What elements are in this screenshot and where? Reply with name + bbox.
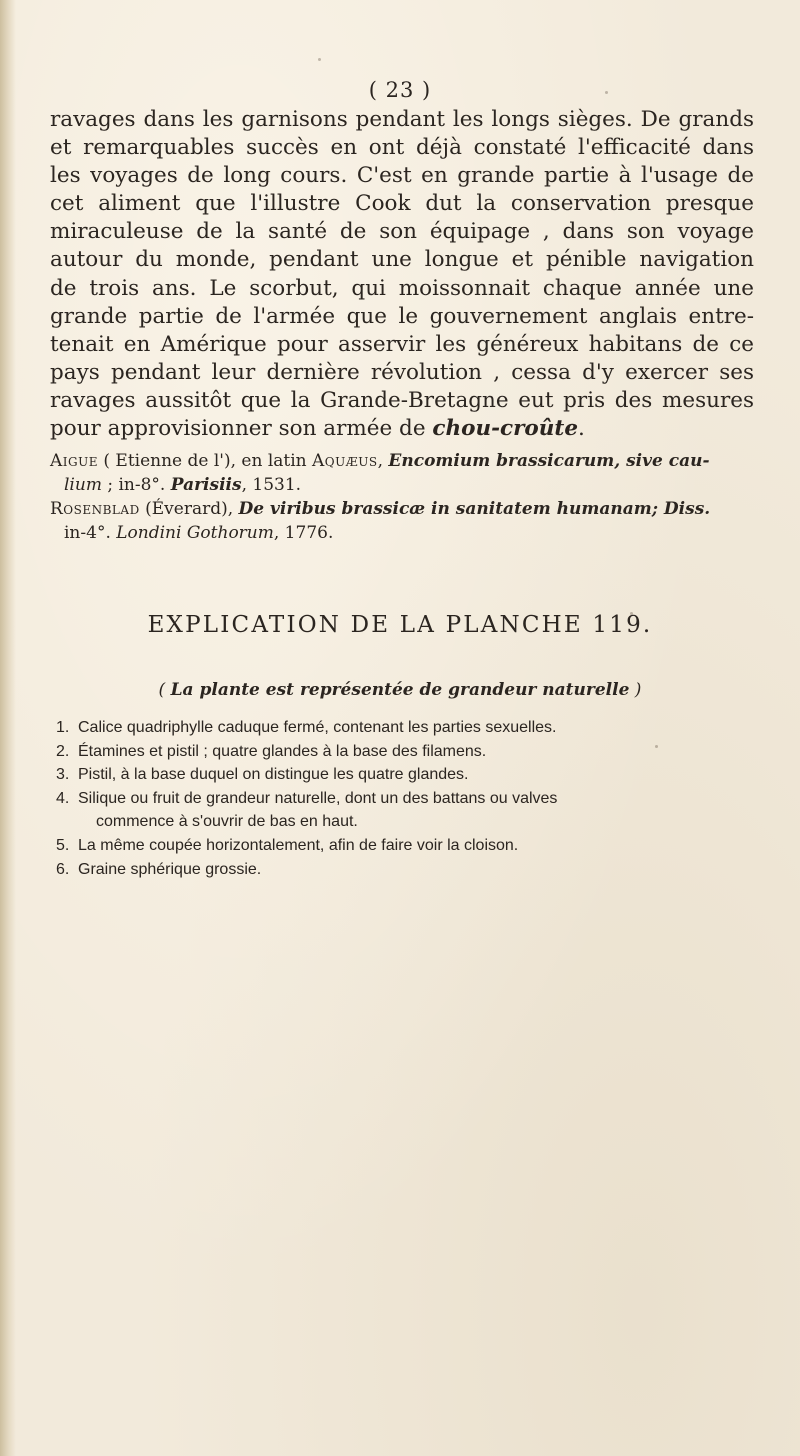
paper-speck [605,91,608,94]
reference-latin-name: Aquæus [312,451,378,471]
body-line: pays pendant leur dernière révolution , cessa d'y exercer ses [50,359,754,385]
paper-speck [655,745,658,748]
body-line-last [50,415,754,443]
reference-title: De viribus brassicæ in sanitatem humanam; Diss. [238,499,711,519]
item-text: Calice quadriphylle caduque fermé, contenant les parties sexuelles. [78,719,557,736]
paper-speck [318,58,321,61]
item-text: Étamines et pistil ; quatre glandes à la base des filamens. [78,742,487,760]
reference-continuation [50,521,754,545]
item-text-continuation: commence à s'ouvrir de bas en haut. [96,813,358,831]
item-text: Pistil, à la base duquel on distingue les quatre glandes. [78,766,469,784]
reference-author: Rosenblad [50,499,140,519]
reference-continuation [50,473,754,497]
reference-format: in-4°. [64,523,117,543]
reference-year: , 1531. [241,475,302,495]
reference-detail: ( Etienne de l'), en latin [97,451,313,471]
item-number: 4. [56,789,70,807]
plate-legend-list [50,716,754,881]
item-number: 2. [56,742,70,760]
caption-open: ( [158,680,171,700]
caption-close: ) [629,680,642,700]
body-line: tenait en Amérique pour asservir les généreux habitans de ce [50,331,754,357]
body-line: cet aliment que l'illustre Cook dut la conservation presque [50,191,754,217]
page-number: ( 23 ) [368,78,432,102]
item-number: 1. [56,719,70,736]
list-item [50,858,754,882]
list-item [50,763,754,787]
item-text: La même coupée horizontalement, afin de faire voir la cloison. [78,836,519,854]
list-item [50,716,754,740]
caption-text: La plante est représentée de grandeur naturelle [170,680,630,700]
reference-entry [50,497,754,545]
body-line: autour du monde, pendant une longue et pénible navigation [50,247,754,273]
body-last-lead: pour approvisionner son armée de [50,416,433,442]
reference-place: Parisiis [170,475,242,495]
bibliography [50,449,754,545]
body-line: de trois ans. Le scorbut, qui moissonnait chaque année une [50,275,754,301]
list-item [50,787,754,834]
reference-format: ; in-8°. [101,475,171,495]
item-text-block [78,787,754,834]
reference-year: , 1776. [273,523,334,543]
body-last-tail: . [578,416,585,442]
reference-title-cont: lium [64,475,102,495]
item-number: 3. [56,766,70,784]
body-line: les voyages de long cours. C'est en grande partie à l'usage de [50,163,754,189]
body-paragraph [50,106,754,443]
plate-caption [0,680,800,700]
body-last-italic: chou-croûte [432,416,579,442]
reference-place: Londini Gothorum [116,523,274,543]
list-item [50,834,754,858]
reference-author: Aigue [50,451,98,471]
reference-detail: (Éverard), [139,499,239,519]
body-line: ravages dans les garnisons pendant les longs sièges. De grands [50,107,754,132]
reference-entry [50,449,754,497]
reference-separator: , [377,451,389,471]
body-line: miraculeuse de la santé de son équipage , dans son voyage [50,219,754,245]
paper-speck [630,612,633,615]
item-text: Silique ou fruit de grandeur naturelle, dont un des battans ou valves [78,789,558,807]
page-binding-edge [0,0,16,1456]
reference-title: Encomium brassicarum, sive cau- [388,451,710,471]
list-item [50,740,754,764]
body-line: ravages aussitôt que la Grande-Bretagne eut pris des mesures [50,387,754,413]
plate-heading: EXPLICATION DE LA PLANCHE 119. [147,612,653,638]
item-number: 6. [56,860,70,878]
item-text: Graine sphérique grossie. [78,860,262,878]
body-line: et remarquables succès en ont déjà constaté l'efficacité dans [50,135,754,161]
body-line: grande partie de l'armée que le gouvernement anglais entre- [50,303,754,329]
item-number: 5. [56,836,70,854]
